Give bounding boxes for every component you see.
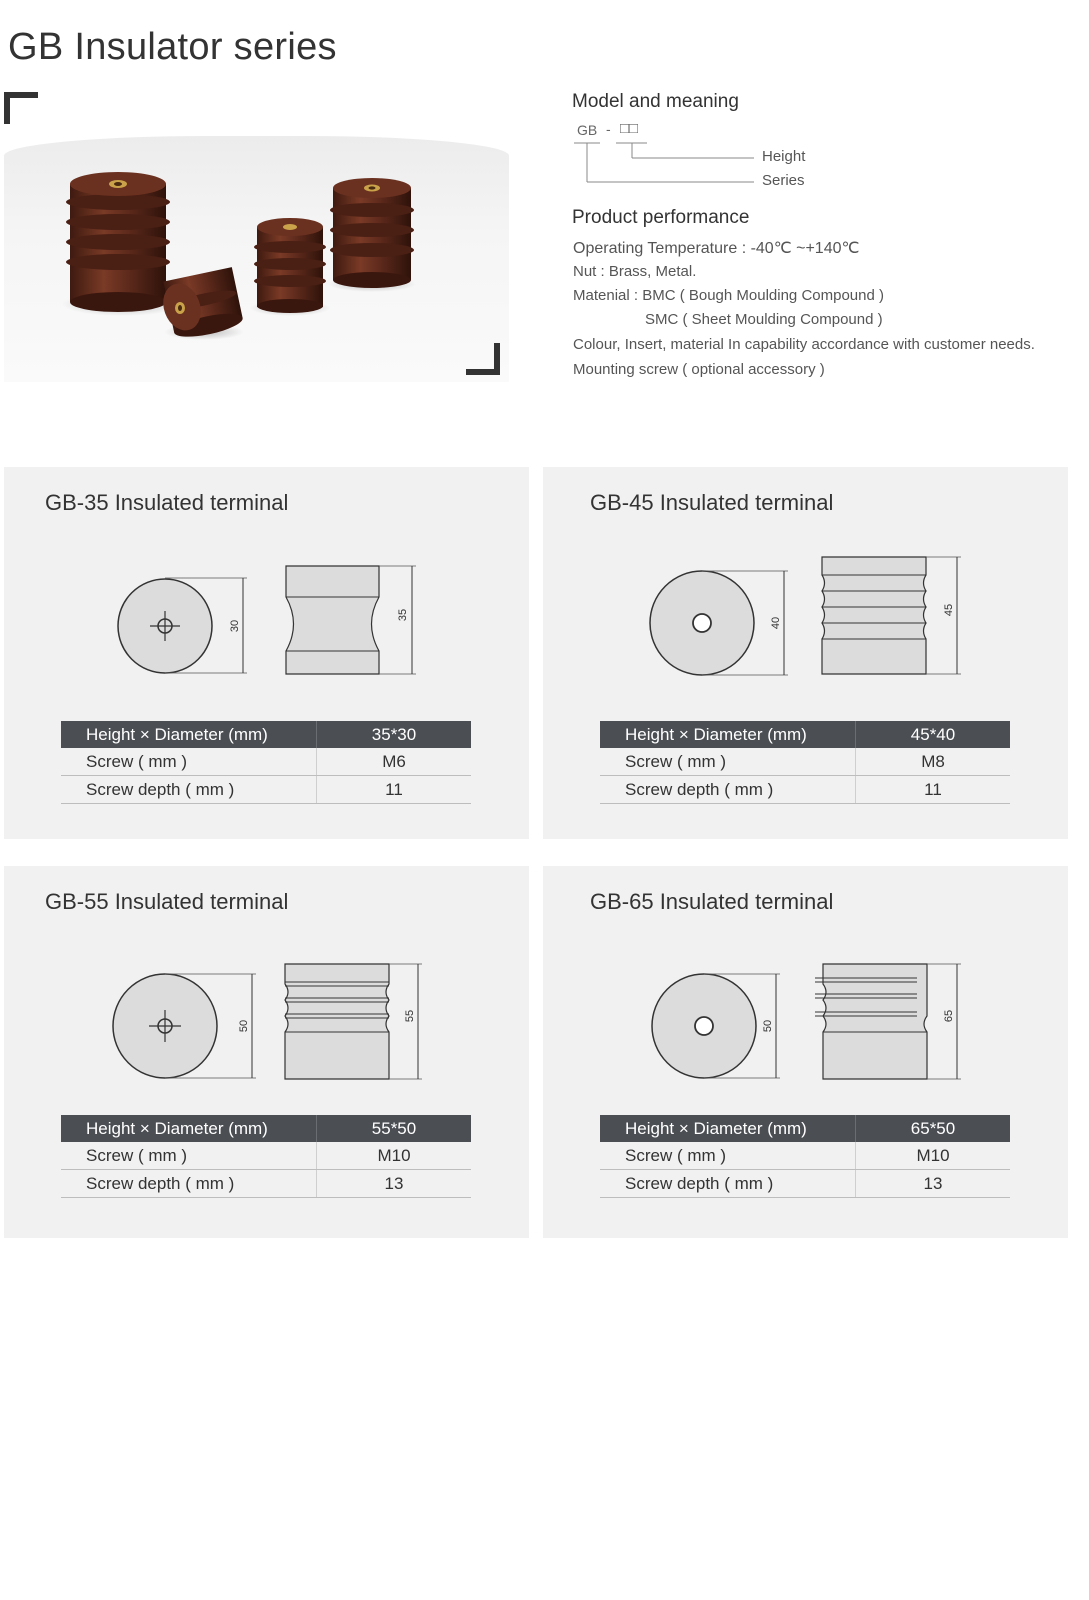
diameter-dimension: 50 [762,1019,774,1033]
table-row [600,721,1010,748]
spec-panel-gb-35 [4,467,529,839]
height-dimension: 65 [943,1009,955,1023]
panel-title: GB-35 Insulated terminal [45,490,289,515]
height-dimension: 45 [943,603,955,617]
spec-value: M6 [317,748,472,776]
spec-value: 45*40 [856,721,1011,748]
spec-panel-gb-65 [543,866,1068,1238]
model-diagram [572,118,832,198]
performance-line: Mounting screw ( optional accessory ) [573,361,825,378]
spec-value: 55*50 [317,1115,472,1142]
spec-value: 11 [317,776,472,804]
table-row [600,1142,1010,1170]
spec-table [61,721,471,804]
spec-key: Screw depth ( mm ) [61,776,317,804]
performance-heading: Product performance [572,207,750,228]
corner-bracket-bottom-right [466,343,500,375]
performance-line: Nut : Brass, Metal. [573,263,697,280]
model-code-prefix: GB [577,122,598,138]
spec-value: 13 [856,1170,1011,1198]
spec-key: Screw ( mm ) [600,1142,856,1170]
insulators-illustration [4,92,509,382]
diameter-dimension: 30 [229,619,241,633]
spec-value: 13 [317,1170,472,1198]
spec-table [600,1115,1010,1198]
table-row [61,1142,471,1170]
panel-title: GB-55 Insulated terminal [45,889,289,914]
diameter-dimension: 40 [770,616,782,630]
technical-drawing [4,467,529,717]
corner-bracket-top-left [4,92,38,124]
spec-value: M10 [317,1142,472,1170]
spec-key: Height × Diameter (mm) [600,721,856,748]
table-row [61,776,471,804]
performance-line: Matenial : BMC ( Bough Moulding Compound ) [573,287,884,304]
spec-value: 11 [856,776,1011,804]
table-row [600,1170,1010,1198]
product-photo [4,92,509,382]
model-code-dash: - [606,121,611,137]
spec-key: Screw ( mm ) [61,748,317,776]
performance-line: Operating Temperature : -40℃ ~+140℃ [573,240,860,257]
table-row [61,748,471,776]
model-code-boxes: □□ [620,120,639,137]
spec-key: Height × Diameter (mm) [61,1115,317,1142]
spec-key: Screw depth ( mm ) [600,1170,856,1198]
table-row [600,1115,1010,1142]
spec-key: Height × Diameter (mm) [61,721,317,748]
spec-key: Height × Diameter (mm) [600,1115,856,1142]
spec-value: 65*50 [856,1115,1011,1142]
model-series-label: Series [762,172,805,189]
spec-value: M8 [856,748,1011,776]
spec-table [600,721,1010,804]
panel-title: GB-65 Insulated terminal [590,889,834,914]
technical-drawing [543,866,1068,1116]
spec-value: M10 [856,1142,1011,1170]
performance-line: SMC ( Sheet Moulding Compound ) [645,311,883,328]
spec-key: Screw ( mm ) [61,1142,317,1170]
spec-panel-gb-55 [4,866,529,1238]
spec-panel-gb-45 [543,467,1068,839]
table-row [61,1170,471,1198]
spec-key: Screw depth ( mm ) [600,776,856,804]
height-dimension: 35 [397,608,409,622]
table-row [600,776,1010,804]
technical-drawing [543,467,1068,717]
table-row [61,1115,471,1142]
panel-title: GB-45 Insulated terminal [590,490,834,515]
spec-value: 35*30 [317,721,472,748]
table-row [600,748,1010,776]
spec-key: Screw ( mm ) [600,748,856,776]
page-title: GB Insulator series [8,26,337,68]
diameter-dimension: 50 [238,1019,250,1033]
model-heading: Model and meaning [572,91,739,112]
table-row [61,721,471,748]
spec-table [61,1115,471,1198]
performance-line: Colour, Insert, material In capability accordance with customer needs. [573,336,1035,353]
spec-key: Screw depth ( mm ) [61,1170,317,1198]
model-height-label: Height [762,148,806,165]
height-dimension: 55 [404,1009,416,1023]
technical-drawing [4,866,529,1116]
